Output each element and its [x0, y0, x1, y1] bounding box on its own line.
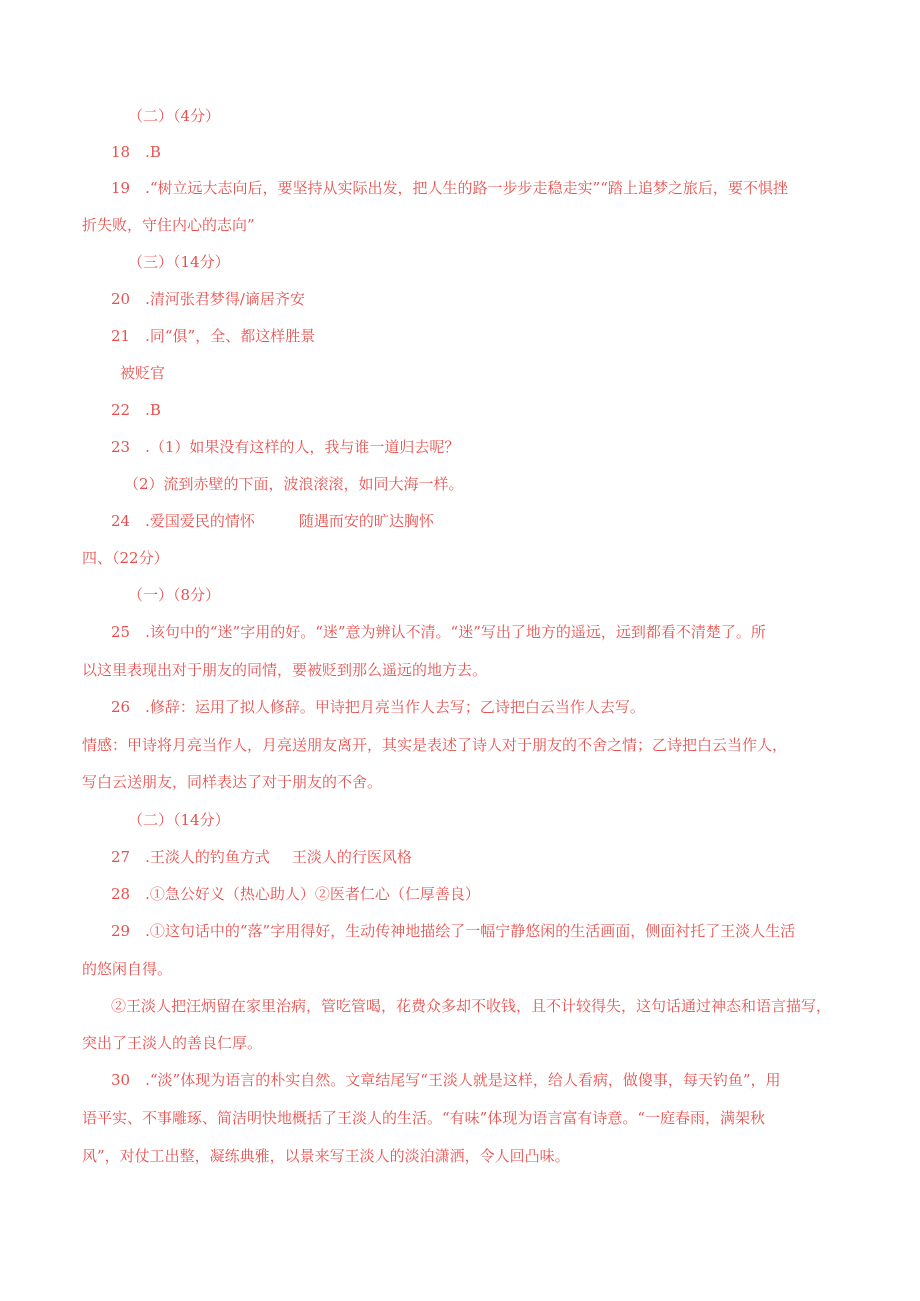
answer-27-part-b: 王淡人的行医风格 — [291, 848, 412, 866]
section-header: 四、（22分） — [82, 549, 169, 567]
answer-26-line-1: 26 .修辞：运用了拟人修辞。甲诗把月亮当作人去写；乙诗把白云当作人去写。 — [111, 698, 645, 716]
answer-29-line-1: 29 .①这句话中的“落”字用得好，生动传神地描绘了一幅宁静悠闲的生活画面，侧面衬托了王淡人生活 — [111, 922, 796, 940]
answer-21: 21 .同“俱”，全、都这样胜景 — [111, 327, 316, 345]
answer-24 — [111, 511, 434, 531]
answer-29-line-4: 突出了王淡人的善良仁厚。 — [82, 1034, 263, 1052]
answer-25-line-1: 25 .该句中的“迷”字用的好。“迷”意为辨认不清。“迷”写出了地方的遥远，远到都看不清楚了。所 — [111, 623, 766, 641]
answer-26-line-2: 情感：甲诗将月亮当作人，月亮送朋友离开，其实是表述了诗人对于朋友的不舍之情；乙诗把白云当作人， — [82, 736, 788, 754]
answer-23-2: （2）流到赤壁的下面，波浪滚滚，如同大海一样。 — [124, 475, 464, 493]
subsection-header: （一）（8分） — [128, 586, 221, 604]
subsection-header: （二）（14分） — [128, 811, 230, 829]
subsection-header: （二）（4分） — [128, 107, 221, 125]
answer-18: 18 .B — [111, 143, 161, 161]
answer-27-part-a: 27 .王淡人的钓鱼方式 — [111, 848, 270, 866]
answer-28: 28 .①急公好义（热心助人）②医者仁心（仁厚善良） — [111, 885, 480, 903]
answer-24-part-a: 24 .爱国爱民的情怀 — [111, 512, 255, 530]
answer-21-extra: 被贬官 — [120, 364, 166, 382]
answer-29-line-2: 的悠闲自得。 — [82, 960, 173, 978]
answer-26-line-3: 写白云送朋友，同样表达了对于朋友的不舍。 — [82, 773, 383, 791]
answer-25-line-2: 以这里表现出对于朋友的同情，要被贬到那么遥远的地方去。 — [82, 661, 488, 679]
subsection-header: （三）（14分） — [128, 253, 230, 271]
answer-20: 20 .清河张君梦得/谪居齐安 — [111, 290, 305, 308]
answer-19-line-1: 19 .“树立远大志向后，要坚持从实际出发，把人生的路一步步走稳走实”“踏上追梦之旅后，要不惧挫 — [111, 179, 788, 197]
answer-30-line-1: 30 .“淡”体现为语言的朴实自然。文章结尾写“王淡人就是这样，给人看病，做傻事，每天钓鱼”，用 — [111, 1071, 781, 1089]
answer-30-line-3: 风”，对仗工出整，凝练典雅，以景来写王淡人的淡泊潇洒，令人回凸味。 — [82, 1147, 570, 1165]
answer-27 — [111, 847, 412, 867]
answer-23-1: 23 .（1）如果没有这样的人，我与谁一道归去呢？ — [111, 438, 460, 456]
answer-30-line-2: 语平实、不事雕琢、简洁明快地概括了王淡人的生活。“有味”体现为语言富有诗意。“一庭春雨，满架秋 — [82, 1109, 766, 1127]
answer-24-part-b: 随遇而安的旷达胸怀 — [298, 512, 434, 530]
answer-22: 22 .B — [111, 401, 161, 419]
answer-19-line-2: 折失败，守住内心的志向” — [82, 216, 255, 234]
answer-29-line-3: ②王淡人把汪炳留在家里治病，管吃管喝，花费众多却不收钱，且不计较得失，这句话通过神态和语言描写， — [111, 997, 832, 1015]
